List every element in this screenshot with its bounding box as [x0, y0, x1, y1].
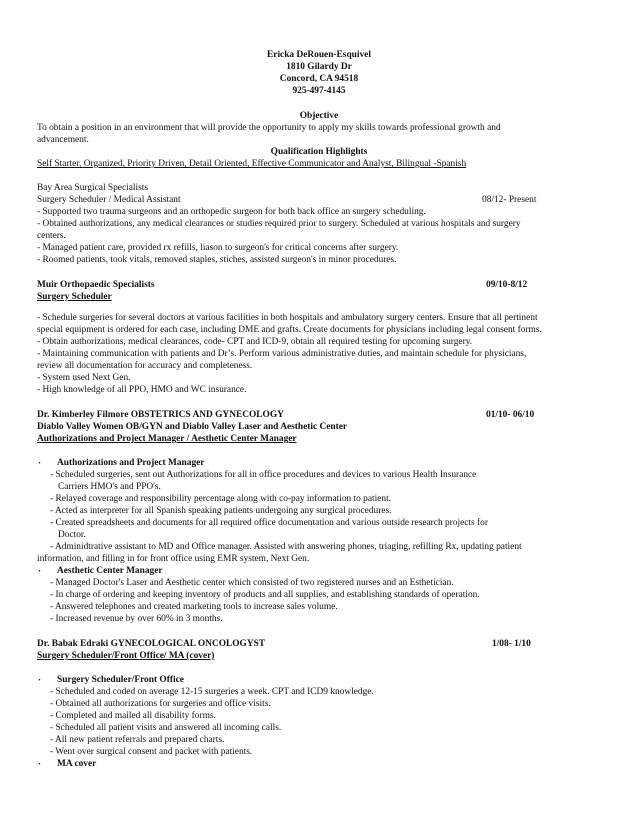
job2-line: special equipment is ordered for each case, including DME and grafts. Create documents for physicians including legal consent forms. — [37, 325, 542, 335]
job3-sub1-line: - Relayed coverage and responsibility percentage along with co-pay information to patient. — [50, 494, 392, 504]
job4-dates: 1/08- 1/10 — [492, 639, 531, 649]
job1-title: Surgery Scheduler / Medical Assistant — [37, 195, 181, 205]
bullet-mark: · — [38, 566, 42, 576]
objective-heading: Objective — [299, 111, 339, 121]
job3-sub1-line: - Created spreadsheets and documents for all required office documentation and various outside research projects for — [50, 518, 488, 528]
bullet-mark: · — [38, 759, 42, 769]
job2-line: - High knowledge of all PPO, HMO and WC insurance. — [37, 385, 247, 395]
qualifications-text: Self Starter, Organized, Priority Driven, Detail Oriented, Effective Communicator and Analyst, Bilingual -Spanish — [37, 159, 467, 169]
job3-sub2-heading: Aesthetic Center Manager — [57, 566, 163, 576]
bullet-mark: · — [38, 458, 42, 468]
job4-sub1-line: - Scheduled all patient visits and answered all incoming calls. — [50, 723, 282, 733]
street-address: 1810 Gilardy Dr — [286, 62, 352, 72]
city-state-zip: Concord, CA 94518 — [279, 74, 359, 84]
job1-company: Bay Area Surgical Specialists — [37, 183, 149, 193]
job2-line: - Obtain authorizations, medical clearances, code- CPT and ICD-9, obtain all required testing for upcoming surgery. — [37, 337, 473, 347]
job4-company: Dr. Babak Edraki GYNECOLOGICAL ONCOLOGYST — [37, 639, 266, 649]
job3-sub1-line: Doctor. — [58, 530, 86, 540]
job3-company: Dr. Kimberley Filmore OBSTETRICS AND GYNECOLOGY — [37, 410, 284, 420]
job3-sub2-line: - Answered telephones and created marketing tools to increase sales volume. — [50, 602, 338, 612]
job3-title: Authorizations and Project Manager / Aesthetic Center Manager — [37, 434, 297, 444]
job3-company-2: Diablo Valley Women OB/GYN and Diablo Valley Laser and Aesthetic Center — [37, 422, 348, 432]
job1-dates: 08/12- Present — [482, 195, 537, 205]
job1-line: - Supported two trauma surgeons and an orthopedic surgeon for both back office an surgery scheduling. — [37, 207, 426, 217]
job4-title: Surgery Scheduler/Front Office/ MA (cover) — [37, 651, 215, 661]
job3-sub1-line: information, and filling in for front office using EMR system, Next Gen. — [37, 554, 310, 564]
job3-sub1-heading: Authorizations and Project Manager — [57, 458, 205, 468]
job4-sub1-line: - All new patient referrals and prepared charts. — [50, 735, 225, 745]
job3-sub2-line: - In charge of ordering and keeping inventory of products and all supplies, and establishing standards of operation. — [50, 590, 480, 600]
job3-sub1-line: - Adminidtrative assistant to MD and Office manager. Assisted with answering phones, triaging, refilling Rx, updating patient — [50, 542, 522, 552]
job4-sub1-line: - Completed and mailed all disability forms. — [50, 711, 216, 721]
job3-sub2-line: - Increased revenue by over 60% in 3 months. — [50, 614, 223, 624]
job1-line: - Managed patient care, provided rx refills, liason to surgeon's for critical concerns after surgery. — [37, 243, 399, 253]
job3-sub1-line: - Acted as interpreter for all Spanish speaking patients undergoing any surgical procedures. — [50, 506, 392, 516]
job4-sub1-line: - Obtained all authorizations for surgeries and office visits. — [50, 699, 271, 709]
job2-line: - Maintaining communication with patients and Dr’s. Perform various administrative duties, and maintain schedule for physicians, — [37, 349, 527, 359]
job4-sub2-heading: MA cover — [57, 759, 97, 769]
job3-dates: 01/10- 06/10 — [486, 410, 535, 420]
job2-company: Muir Orthopaedic Specialists — [37, 280, 155, 290]
phone-number: 925-497-4145 — [292, 86, 346, 96]
job2-line: - Schedule surgeries for several doctors at various facilities in both hospitals and ambulatory surgery centers. Ensure that all pertinent — [37, 313, 538, 323]
job4-sub1-line: - Scheduled and coded on average 12-15 surgeries a week. CPT and ICD9 knowledge. — [50, 687, 374, 697]
qualifications-heading: Qualification Highlights — [270, 147, 368, 157]
objective-line-2: advancement. — [37, 135, 89, 145]
job2-line: review all documentation for accuracy and completeness. — [37, 361, 253, 371]
job3-sub1-line: Carriers HMO's and PPO's. — [58, 482, 161, 492]
job1-line: - Obtained authorizations, any medical clearances or studies required prior to surgery. Scheduled at various hospitals and surgery — [37, 219, 521, 229]
job1-line: - Roomed patients, took vitals, removed staples, stiches, assisted surgeon's in minor procedures. — [37, 255, 397, 265]
job4-sub1-heading: Surgery Scheduler/Front Office — [57, 675, 184, 685]
bullet-mark: · — [38, 675, 42, 685]
applicant-name: Ericka DeRouen-Esquivel — [267, 50, 371, 60]
job2-line: - System used Next Gen. — [37, 373, 131, 383]
job3-sub2-line: - Managed Doctor's Laser and Aesthetic center which consisted of two registered nurses and an Esthetician. — [50, 578, 454, 588]
objective-line-1: To obtain a position in an environment that will provide the opportunity to apply my skills towards professional growth and — [37, 123, 501, 133]
job2-title: Surgery Scheduler — [37, 292, 112, 302]
job3-sub1-line: - Scheduled surgeries, sent out Authorizations for all in office procedures and devices to various Health Insurance — [50, 470, 477, 480]
job1-line: centers. — [37, 231, 66, 241]
job4-sub1-line: - Went over surgical consent and packet with patients. — [50, 747, 253, 757]
job2-dates: 09/10-8/12 — [486, 280, 528, 290]
